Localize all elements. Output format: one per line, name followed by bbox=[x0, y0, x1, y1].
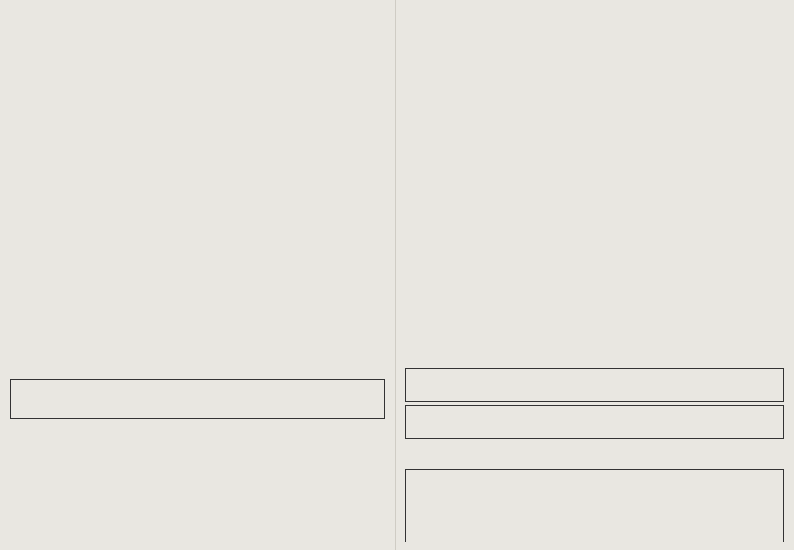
question-11 bbox=[405, 192, 784, 261]
story-line bbox=[10, 204, 385, 216]
story-line bbox=[10, 8, 385, 20]
option-line bbox=[405, 319, 784, 331]
option-line bbox=[405, 307, 784, 319]
poem-verse bbox=[406, 535, 783, 543]
story-line bbox=[10, 135, 385, 147]
story-line bbox=[10, 31, 385, 43]
question-13-2 bbox=[406, 406, 783, 422]
option-line bbox=[405, 273, 784, 285]
passage-line bbox=[405, 31, 784, 43]
story-line bbox=[10, 77, 385, 89]
question-line bbox=[10, 273, 385, 285]
passage-line bbox=[405, 77, 784, 89]
option-line bbox=[405, 215, 784, 227]
question-line bbox=[10, 307, 385, 319]
question-line bbox=[405, 135, 784, 147]
passage-line bbox=[405, 43, 784, 55]
question-9-answer-box bbox=[10, 379, 385, 419]
passage-line bbox=[10, 457, 385, 469]
story-line bbox=[10, 54, 385, 66]
passage-line bbox=[10, 480, 385, 492]
story-line bbox=[10, 89, 385, 101]
question-line bbox=[10, 330, 385, 342]
question-9 bbox=[11, 380, 384, 396]
question-line bbox=[10, 227, 385, 239]
section-2-title bbox=[10, 422, 385, 434]
classical-passage bbox=[10, 457, 385, 543]
passage-line bbox=[405, 66, 784, 78]
passage-line bbox=[405, 54, 784, 66]
question-line bbox=[10, 261, 385, 273]
passage-line bbox=[10, 514, 385, 526]
passage-note bbox=[405, 123, 784, 135]
passage-line bbox=[10, 468, 385, 480]
option-line bbox=[405, 330, 784, 342]
poem-title bbox=[406, 470, 783, 483]
question-line bbox=[10, 319, 385, 331]
option-line bbox=[405, 181, 784, 193]
option-line bbox=[405, 227, 784, 239]
question-line bbox=[10, 284, 385, 296]
story-line bbox=[10, 20, 385, 32]
option-line bbox=[405, 296, 784, 308]
question-line bbox=[10, 353, 385, 365]
page-fold-divider bbox=[395, 0, 396, 550]
question-13-title bbox=[405, 353, 784, 365]
question-12 bbox=[405, 261, 784, 353]
classical-passage-continued bbox=[405, 8, 784, 123]
question-line bbox=[405, 192, 784, 204]
option-line bbox=[405, 250, 784, 262]
option-line bbox=[405, 158, 784, 170]
story-line bbox=[10, 43, 385, 55]
story-line bbox=[10, 100, 385, 112]
story-line bbox=[10, 169, 385, 181]
story-line bbox=[10, 146, 385, 158]
question-8 bbox=[10, 365, 385, 377]
right-page bbox=[405, 8, 784, 542]
question-10 bbox=[405, 135, 784, 193]
story-line bbox=[10, 123, 385, 135]
passage-line bbox=[405, 20, 784, 32]
story-line bbox=[10, 192, 385, 204]
poem-author bbox=[406, 483, 783, 496]
passage-line bbox=[10, 537, 385, 542]
story-line bbox=[10, 158, 385, 170]
option-line bbox=[405, 342, 784, 354]
option-line bbox=[405, 146, 784, 158]
option-line bbox=[405, 284, 784, 296]
passage-line bbox=[405, 100, 784, 112]
story-line bbox=[10, 181, 385, 193]
question-13-1 bbox=[406, 369, 783, 385]
passage-line bbox=[10, 526, 385, 538]
story-source bbox=[10, 215, 385, 227]
poem-verse bbox=[406, 496, 783, 509]
question-7 bbox=[10, 227, 385, 365]
passage-line bbox=[10, 503, 385, 515]
passage-line bbox=[405, 89, 784, 101]
question-line bbox=[405, 261, 784, 273]
part-1-intro bbox=[10, 445, 385, 457]
question-13-1-answer-box bbox=[405, 368, 784, 402]
part-2-intro bbox=[405, 453, 784, 465]
question-line bbox=[10, 342, 385, 354]
poem-verse bbox=[406, 509, 783, 522]
question-line bbox=[10, 296, 385, 308]
left-page bbox=[10, 8, 385, 542]
story-line bbox=[10, 112, 385, 124]
poem-verse bbox=[406, 522, 783, 535]
question-line bbox=[10, 238, 385, 250]
passage-source bbox=[405, 112, 784, 124]
part-1-title bbox=[10, 434, 385, 446]
part-2-title bbox=[405, 442, 784, 454]
option-line bbox=[405, 204, 784, 216]
passage-line bbox=[405, 8, 784, 20]
poem-box bbox=[405, 469, 784, 543]
option-line bbox=[405, 169, 784, 181]
question-13-2-answer-box bbox=[405, 405, 784, 439]
story-passage bbox=[10, 8, 385, 227]
passage-line bbox=[10, 491, 385, 503]
question-line bbox=[10, 250, 385, 262]
story-line bbox=[10, 66, 385, 78]
option-line bbox=[405, 238, 784, 250]
